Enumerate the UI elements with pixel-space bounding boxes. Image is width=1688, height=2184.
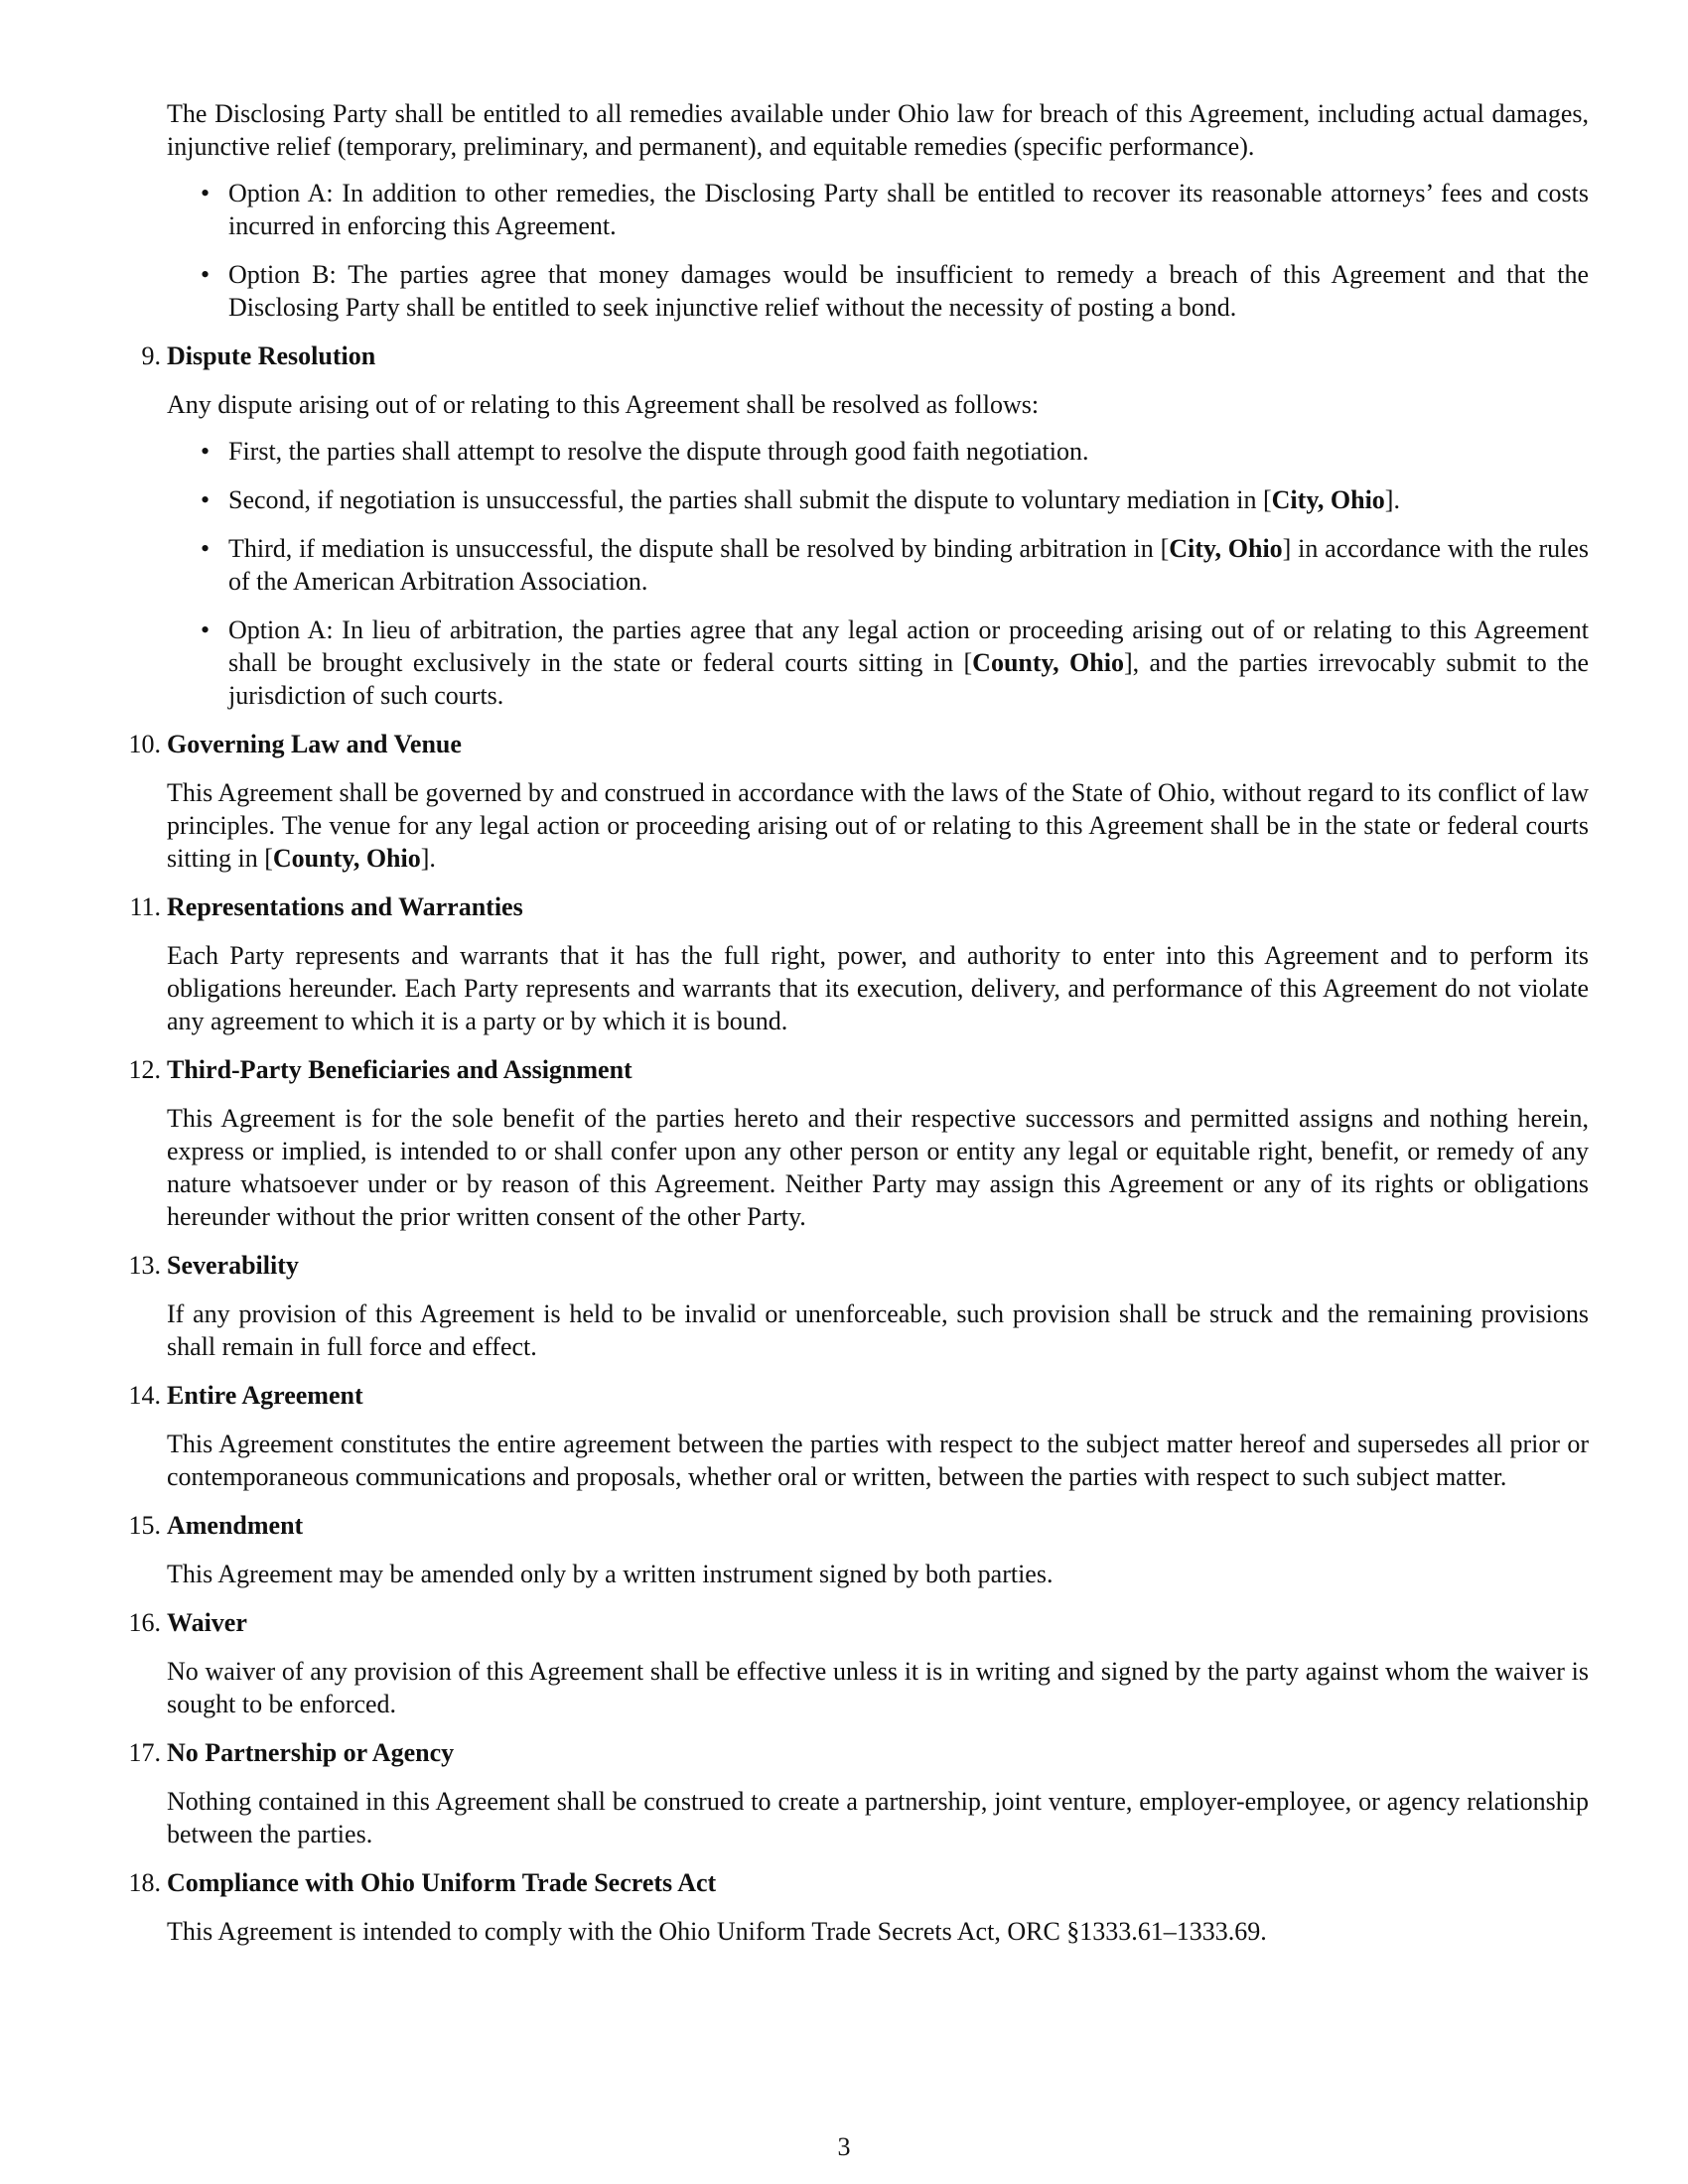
section-trade-secrets	[128, 1866, 1589, 1948]
section-title: Entire Agreement	[167, 1381, 363, 1410]
section-heading	[128, 728, 1589, 760]
section-heading	[129, 890, 1589, 923]
section-dispute-resolution	[141, 340, 1589, 712]
section-number: 10.	[128, 730, 161, 758]
section-entire-agreement	[128, 1379, 1589, 1493]
section-heading	[128, 1249, 1589, 1282]
section-title: Compliance with Ohio Uniform Trade Secrets Act	[167, 1868, 717, 1897]
bullet-icon: •	[201, 260, 211, 289]
section-body: This Agreement is for the sole benefit of the parties hereto and their respective successors and permitted assigns and nothing herein, express or implied, is intended to or shall confer upon any other person or entity any legal or equitable right, benefit, or remedy of any nature whatsoever under or by reason of this Agreement. Neither Party may assign this Agreement or any of its rights or obligations hereunder without the prior written consent of the other Party.	[167, 1104, 1589, 1231]
section-number: 18.	[128, 1868, 161, 1897]
section-body: This Agreement shall be governed by and construed in accordance with the laws of the State of Ohio, without regard to its conflict of law principles. The venue for any legal action or proceeding arising out of or relating to this Agreement shall be in the state or federal courts sitting in [County, Ohio].	[167, 778, 1589, 873]
page-number: 3	[837, 2132, 851, 2161]
section-body: Any dispute arising out of or relating to this Agreement shall be resolved as follows:	[167, 390, 1040, 419]
section-title: Severability	[167, 1251, 299, 1280]
section-title: Third-Party Beneficiaries and Assignment	[167, 1055, 633, 1084]
bullet-icon: •	[201, 485, 211, 514]
section-heading	[128, 1606, 1589, 1639]
section-body: This Agreement may be amended only by a written instrument signed by both parties.	[167, 1560, 1054, 1588]
section-body: Each Party represents and warrants that it has the full right, power, and authority to enter into this Agreement and to perform its obligations hereunder. Each Party represents and warrants that its execution, delivery, and performance of this Agreement do not violate any agreement to which it is a party or by which it is bound.	[167, 941, 1589, 1035]
section-number: 17.	[128, 1738, 161, 1767]
section-number: 12.	[128, 1055, 161, 1084]
list-item: • Second, if negotiation is unsuccessful, the parties shall submit the dispute to voluntary mediation in [City, Ohio].	[201, 485, 1400, 514]
section-number: 16.	[128, 1608, 161, 1637]
list-item: • First, the parties shall attempt to resolve the dispute through good faith negotiation.	[201, 437, 1089, 466]
bullet-icon: •	[201, 437, 211, 466]
section-title: No Partnership or Agency	[167, 1738, 455, 1767]
section-severability	[128, 1249, 1589, 1363]
list-item: • Option A: In addition to other remedies, the Disclosing Party shall be entitled to recover its reasonable attorneys’ fees and costs incurred in enforcing this Agreement.	[201, 179, 1589, 240]
section-waiver	[128, 1606, 1589, 1720]
list-item: • Third, if mediation is unsuccessful, the dispute shall be resolved by binding arbitration in [City, Ohio] in accordance with the rules of the American Arbitration Association.	[201, 534, 1589, 596]
section-number: 9.	[141, 341, 161, 370]
section-number: 13.	[128, 1251, 161, 1280]
section-body: Nothing contained in this Agreement shall be construed to create a partnership, joint venture, employer-employee, or agency relationship between the parties.	[167, 1787, 1589, 1848]
section-heading	[128, 1866, 1589, 1899]
list-item: • Option A: In lieu of arbitration, the parties agree that any legal action or proceeding arising out of or relating to this Agreement shall be brought exclusively in the state or federal courts sitting in [County, Ohio], and the parties irrevocably submit to the jurisdiction of such courts.	[201, 615, 1589, 710]
placeholder-field: City, Ohio	[1271, 485, 1385, 514]
section-representations	[129, 890, 1589, 1037]
section-title: Governing Law and Venue	[167, 730, 462, 758]
section-no-partnership	[128, 1736, 1589, 1850]
bullet-icon: •	[201, 615, 211, 644]
placeholder-field: County, Ohio	[972, 648, 1124, 677]
section-heading	[128, 1736, 1589, 1769]
section-body: No waiver of any provision of this Agreement shall be effective unless it is in writing and signed by the party against whom the waiver is sought to be enforced.	[167, 1657, 1589, 1718]
document-page	[128, 97, 1589, 1964]
section-number: 15.	[128, 1511, 161, 1540]
section-title: Waiver	[167, 1608, 247, 1637]
section-third-party	[128, 1053, 1589, 1233]
section-body: If any provision of this Agreement is held to be invalid or unenforceable, such provision shall be struck and the remaining provisions shall remain in full force and effect.	[167, 1299, 1589, 1361]
section-heading	[141, 340, 1589, 372]
remedies-options-list	[167, 177, 1589, 324]
dispute-steps-list	[167, 435, 1589, 712]
section-body: This Agreement constitutes the entire agreement between the parties with respect to the subject matter hereof and supersedes all prior or contemporaneous communications and proposals, whether oral or written, between the parties with respect to such subject matter.	[167, 1430, 1589, 1491]
placeholder-field: City, Ohio	[1169, 534, 1283, 563]
section-body: This Agreement is intended to comply with the Ohio Uniform Trade Secrets Act, ORC §1333.61–1333.69.	[167, 1917, 1267, 1946]
section-heading	[128, 1509, 1589, 1542]
section-heading	[128, 1379, 1589, 1412]
section-title: Amendment	[167, 1511, 304, 1540]
bullet-icon: •	[201, 534, 211, 563]
section-heading	[128, 1053, 1589, 1086]
section-number: 11.	[129, 892, 161, 921]
bullet-icon: •	[201, 179, 211, 207]
section-title: Representations and Warranties	[167, 892, 523, 921]
section-number: 14.	[128, 1381, 161, 1410]
section-title: Dispute Resolution	[167, 341, 376, 370]
section-amendment	[128, 1509, 1589, 1590]
remedies-paragraph: The Disclosing Party shall be entitled to all remedies available under Ohio law for breach of this Agreement, including actual damages, injunctive relief (temporary, preliminary, and permanent), and equitable remedies (specific performance).	[167, 99, 1589, 161]
placeholder-field: County, Ohio	[272, 844, 421, 873]
list-item: • Option B: The parties agree that money damages would be insufficient to remedy a breach of this Agreement and that the Disclosing Party shall be entitled to seek injunctive relief without the necessity of posting a bond.	[201, 260, 1589, 322]
section-governing-law	[128, 728, 1589, 875]
